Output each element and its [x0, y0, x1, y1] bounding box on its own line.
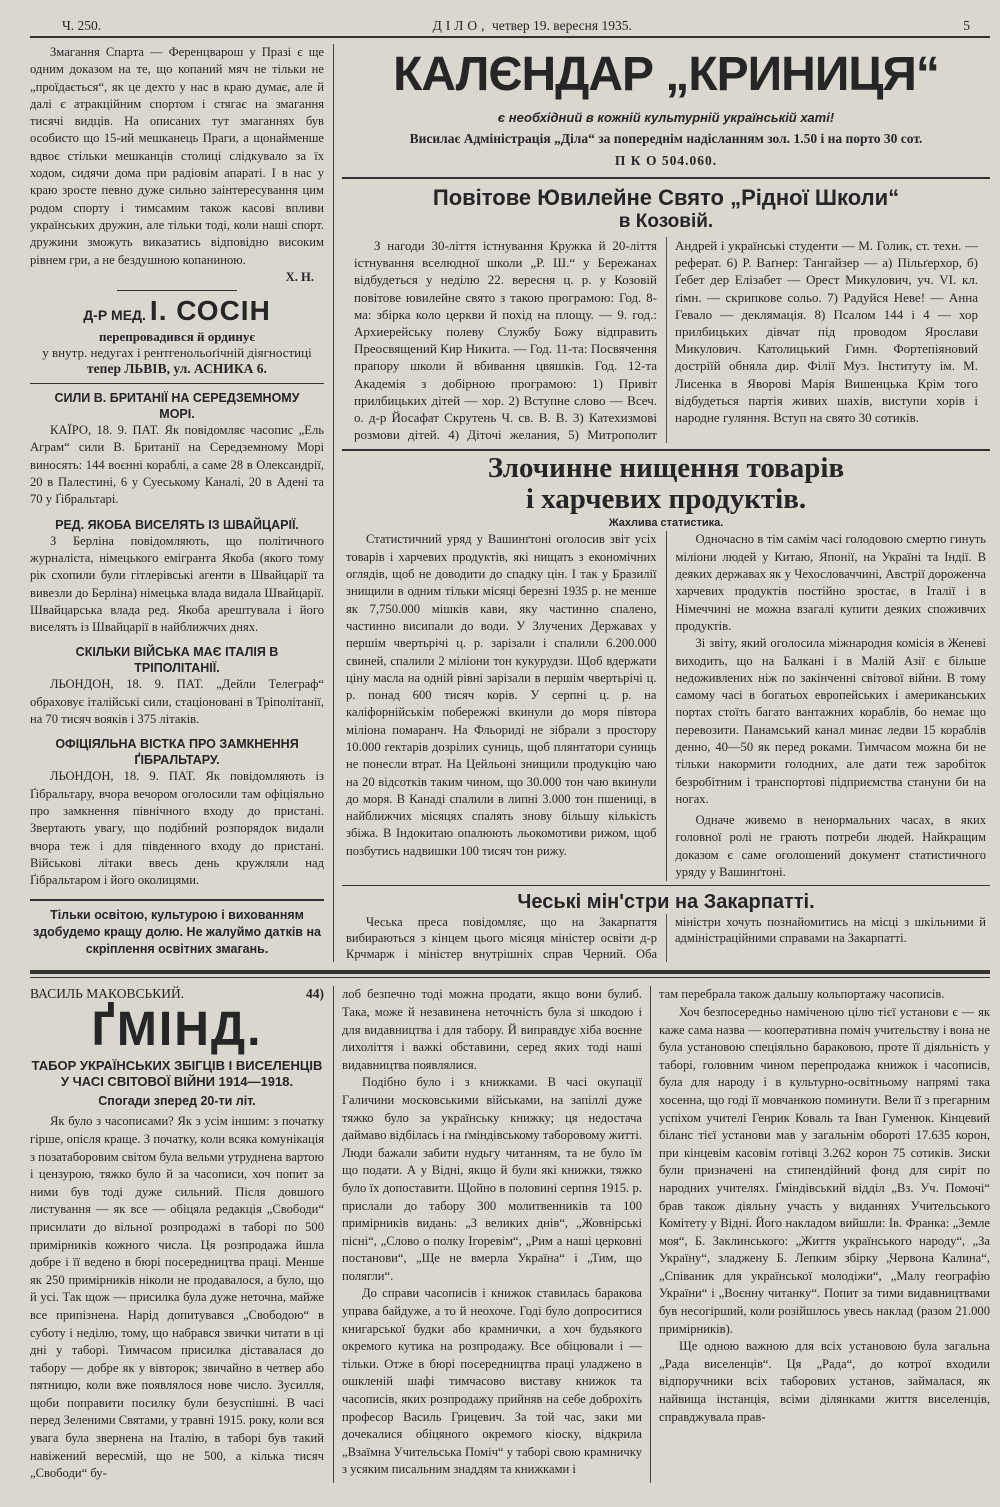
destruction-paragraph: Статистичний уряд у Вашинґтоні оголосив звіт усіх товарів і харчевих продуктів, які нищать з економічних оглядів, щоб не доводити до спадку цін. І так у Бразилії знищили в одним тільки місяці березні 1935 р. не менше як 7,750.000 мішків кави, яку частинно спалено, частинно висипали до води. У Злучених Державах у першім чвертьрічі ц. р. зарізали і спалили 6.200.000 свиней, спалили 2 міліони тон кукурудзи. Щоб вдержати ціну масла на одній рівні зарізали в першім чвертьрічі ц. р. понад 600 тисяч корів. У серпні ц. р. на каліфорнійськім побережжі вкинули до моря півтора міліона помаранч. На Фльориді не зібрали з простору 10.000 гектарів дозрілих суниць, щоб плянтатори суниць не понесли втрат. На Цейльоні знищили продукцію чаю на 20 відсотків таким чином, що 30.000 тон чаю вкинули до моря. В Канаді спалили в липні 3.000 тон пшениці, в найближчих місяцях спалять знову більшу кількість збіжа. В Індокитаю опалюють льокомотиви рижом, щоб позбутись надвишки 100 тисяч тон рижу. [346, 532, 657, 858]
right-column [334, 44, 990, 962]
divider [342, 449, 990, 451]
school-subtitle: в Козовій. [618, 211, 714, 232]
sport-signature: Х. Н. [285, 269, 314, 284]
serial-col1-wrap [30, 986, 334, 1482]
serial-paragraph: Хоч безпосередньо наміченою цілю тієї установи є — як каже сама назва — кооперативна поміч учительству і вона не була установою спеціяльно бараковою, проте її діяльність у таборі, головним чином перепродажа книжок і часописів, була для народу і в культурно-освітньому напрямі така хосенна, що годі її мовчанкою поминути. Вели її з прегарним успіхом учителі Генрик Коваль та Іван Гуменюк. Кінцевий біланс тієї установи мав у загальнім обороті 17.635 корон, при кінцевім касовім готівці 3.262 корон 75 сотиків. Зиски були призначені на стипендійний фонд для сиріт по народних учителях. Ґміндівський відділ „Вз. Уч. Помочі“ брав також діяльну участь у виданнях Учительського Комітету у Відні. Його накладом вийшли: Ів. Франка: „Земле моя“, Б. Заклинського: „Життя українського народу“, „За Україну“, зладжену Б. Лепким збірку „Червона Калина“, „Співаник для української молодіжи“, „Малу географію України“ і „Воєнну читанку“. Попит за тими видавництвами був несогірший, коли розійшлось увесь наклад (разом 21.000 примірників). [659, 1004, 990, 1336]
doctor-name-line [30, 295, 324, 327]
destruction-title-line1: Злочинне нищення товарів [487, 452, 845, 485]
destruction-columns [342, 531, 990, 881]
news-text: ЛЬОНДОН, 18. 9. ПАТ. Як повідомляють із Ґібральтару, вчора вечором оголосили там офіціяльно про замкнення північного входу до пристані. Звертають увагу, що подібний розпорядок видали вчора теж і для південного входу до пристані. Військові літаки ввесь день кружляли над Ґібральтаром і його околицями. [30, 769, 324, 888]
destruction-col2 [667, 531, 991, 881]
serial-col1 [30, 1113, 324, 1482]
serial-paragraph: До справи часописів і книжок ставилась баракова управа байдуже, а то й неохоче. Годі було допроситися книгарської будки або крамнички, а хоч будьякого окремого кутика на розпродажу. Все обіцювали і — тільки. Отже в бюрі посередництва праці уладжено в ошкленій шафі тимчасово виставу книжок та часописів, яких розпродажу прийняв на себе доброхіть професор Василь Грицевич. За той час, заки ми дочекалися обіцяного окремого кіоску, відкрила „Взаїмна Учительська Поміч“ у таборі свою крамничку з усяким писальним знаддям та книжками і [342, 1286, 642, 1477]
czech-title: Чеські мін'стри на Закарпатті. [517, 891, 815, 914]
serial-memo: Спогади зперед 20-ти літ. [98, 1094, 256, 1109]
news-briefs [30, 390, 324, 889]
serial-section [30, 986, 990, 1482]
header-rule [30, 36, 990, 38]
upper-section [30, 44, 990, 962]
news-text: КАЇРО, 18. 9. ПАТ. Як повідомляє часопис „Ель Аграм“ сили В. Британії на Середземному Морі виносять: 144 воєнні кораблі, а саме 28 в Олександрії, 20 в Палестині, 6 у Суеському Каналі, 20 в Адені та 70 у Ґібральтарі. [30, 423, 324, 507]
serial-col2 [334, 986, 651, 1482]
left-column [30, 44, 334, 962]
ad-line-1: перепровадився й ординує [99, 329, 255, 345]
news-item [30, 736, 324, 889]
page-number: 5 [963, 18, 970, 33]
destruction-col1 [342, 531, 667, 881]
serial-subtitle: ТАБОР УКРАЇНСЬКИХ ЗБІГЦІВ І ВИСЕЛЕНЦІВ У ЧАСІ СВІТОВОЇ ВІЙНИ 1914—1918. [31, 1058, 323, 1090]
calendar-title: КАЛЄНДАР „КРИНИЦЯ“ [393, 48, 939, 101]
divider [30, 899, 324, 901]
czech-text: Чеська преса повідомляє, що на Закарпаття вибираються з кінцем цього місяця міністер освіти д-р Крчмарж і міністер внутрішніх справ Черний. Оба міністри хочуть познайомитись на місці з шкільними й адміністраційними справами на Закарпатті. [346, 915, 986, 962]
news-text: ЛЬОНДОН, 18. 9. ПАТ. „Дейли Телеграф“ обраховує італійські сили, стаціоновані в Тріполітанії, на 70 тисяч вояків і 375 літаків. [30, 677, 324, 727]
news-item [30, 517, 324, 637]
divider [342, 177, 990, 179]
serial-title: ҐМІНД. [91, 1003, 263, 1057]
calendar-pko: П К О 504.060. [614, 153, 718, 168]
destruction-paragraph: Зі звіту, який оголосила міжнародня комісія в Женеві виходить, що на Балкані і в Малій Азії є більше недоживлених ніж по закінченні світової війни. В тому самому часі в богатьох европейських і американських портах стоїть багато вантажних кораблів, бо немає що перевозити. Панамський канал минає ледви 15 кораблів денно, 40—50 як перед роками. Тимчасом можна би не тільки накормити голодних, але дати теж заробіток безробітним і транспортові підприємства стануни би на ногах. [675, 636, 986, 806]
school-article [354, 237, 978, 443]
sport-text: Змагання Спарта — Ференцварош у Празі є ще одним доказом на те, що копаний мяч не тільки не „проїдається“, як це дехто у нас в краю думає, але й далі є атракційним спортом і стягає на змагання тисячі видців. На описаних тут змаганнях був особисто що 15-ий мешканець Праги, а щонайменше вдвоє стільки мешканців столиці слідкувало за їх ходом, сидячи дома при радіовім апараті. І в нас у краю зросте певно дуже сильно заінтересування цим родом спорту і тимсамим також касові впливи українських дружин, але тільки тоді, коли наші спорт. дружини зможуть виказатись відповідно високим рівнем гри, а не бездушною копаниною. [30, 45, 324, 267]
calendar-order-info: Висилає Адміністрація „Діла“ за попереднім надісланням зол. 1.50 і на порто 30 сот. [409, 131, 923, 146]
doctor-name: І. СОСІН [149, 295, 271, 327]
issue-number: Ч. 250. [62, 18, 102, 33]
page-header [30, 0, 990, 36]
news-title: СКІЛЬКИ ВІЙСЬКА МАЄ ІТАЛІЯ В ТРІПОЛІТАНІЇ. [75, 645, 279, 676]
calendar-subtitle: є необхідний в кожній культурній українській хаті! [497, 110, 835, 125]
destruction-subtitle: Жахлива статистика. [608, 517, 724, 530]
divider [342, 885, 990, 886]
news-item [30, 390, 324, 508]
serial-installment: 44) [306, 986, 324, 1002]
school-text: З нагоди 30-ліття істнування Кружка й 20-ліття істнування вселюдної школи „Р. Ш.“ у Бережанах відбудеться у неділю 22. вересня ц. р. у Козовій повітове ювилейне свято з такою програмою: Год. 8-ма: збірка коло церкви й похід на площу. — 9. год.: Архиерейську полеву Службу Божу відправить Преосвящений Кир Никита. — Год. 11-та: Посвячення прапору школи й вбивання цвяшків. Год. 12-та Академія з добірною програмою: 1) Привіт прилбицьких дітей — хор. 2) Вступне слово — Всеч. о. д-р Йосафат Скрутень Ч. св. В. В. 3) Катехизмові розмови дітей. 4) Діточі желания, 5) Митрополит Андрей і українські студенти — М. Голик, ст. техн. — реферат. 6) Р. Ваґнер: Тангайзер — а) Пільґерхор, б) Ґебет дер Елізабет — Орест Микулович, уч. VI. кл. ґімн. — скрипкове сольо. 7) Радуйся Неве! — Анна Гевало — деклямація. 8) Псалом 144 і 4 — хор прилбицьких дівчат під проводом Ярослави Микулович. Католицький Гимн. Фортепіяновий достріїй обняла дир. Філії Муз. Інституту ім. М. Лисенка в Яворові Марія Вишенцька Крім того відбудеться партія живих шахів, виступи хорів і народне гуляння. Вступ на свято 30 сотиків. [354, 238, 978, 443]
ad-line-3: тепер ЛЬВІВ, ул. АСНИКА 6. [87, 361, 267, 377]
serial-paragraph: там перебрала також дальшу кольпортажу часописів. [659, 987, 945, 1002]
doctor-prefix: Д-Р МЕД. [83, 307, 146, 324]
divider [117, 290, 237, 291]
education-slogan: Тільки освітою, культурою і вихованням здобудемо кращу долю. Не жалуймо датків на скріплення освітних змагань. [33, 908, 321, 957]
serial-byline [30, 986, 324, 1002]
serial-paragraph: Як було з часописами? Як з усім іншим: з початку гірше, опісля краще. З початку, коли всяка комунікація з позатаборовим світом була вельми утруднена вартою і цензурою, тяжко було й за часописи, хоч попит за ними був тоді дуже сильний. Після довшого листування — як все — обіцяла редакція „Свободи“ присилати до вільної розпродажі в таборі по 500 примірників кожного числа. Ця розпродажа йшла добре і її ведено в бюрі посередництва праці. Менше як 250 примірників ніколи не продавалося, а було, що й усі. Так щож — присилка була дуже неточна, майже все припізнена. Нарід допитувався „Свободою“ в суботу і неділю, тому, що набрався звички читати в ці дні у таборі. Тимчасом присилка діставалася до табору — добре як у вівторок; звичайно в четвер або пятницю, коли вже появлялося нове число. Зусилля, щоби поправити посилку були безуспішні. В часі перед Зеленими Святами, у травні 1915. року, коли вся увага була звернена на Італію, в таборі був такий навіжений вересмій, що не 500, а кілька тисяч „Свободи“ бу- [30, 1114, 324, 1481]
news-item [30, 644, 324, 728]
serial-col3 [651, 986, 990, 1482]
school-title: Повітове Ювилейне Свято „Рідної Школи“ [432, 185, 900, 210]
destruction-title [342, 453, 990, 515]
destruction-paragraph: Одначе живемо в ненормальних часах, в яких головної ролі не грають потреби людей. Найкращим доказом є саме оголошений документ статистичного уряду у Вашинґтоні. [675, 813, 986, 880]
news-title: РЕД. ЯКОБА ВИСЕЛЯТЬ ІЗ ШВАЙЦАРІЇ. [55, 517, 299, 532]
destruction-title-line2: і харчевих продуктів. [525, 483, 807, 516]
newspaper-page [30, 0, 990, 1483]
sport-commentary [30, 44, 324, 286]
section-rule [30, 977, 990, 978]
issue-date: четвер 19. вересня 1935. [491, 18, 632, 33]
doctor-ad [30, 295, 324, 377]
divider [30, 383, 324, 384]
news-title: ОФІЦІЯЛЬНА ВІСТКА ПРО ЗАМКНЕННЯ ҐІБРАЛЬТАРУ. [55, 737, 299, 768]
serial-paragraph: лоб безпечно тоді можна продати, якщо вони булиб. Така, може й незавинена неточність була зі шкодою і для видавництва і для табору. Й виправдує хіба воєнне лихоліття і важкі обставини, серед яких тоді наші видавництва появлялися. [342, 987, 642, 1072]
ad-line-2: у внутр. недугах і рентгенольоґічній діягностиці [42, 345, 312, 361]
news-title: СИЛИ В. БРИТАНІЇ НА СЕРЕДЗЕМНОМУ МОРІ. [54, 391, 300, 422]
serial-paragraph: Ще одною важною для всіх установою була загальна „Рада виселенців“. Ця „Рада“, до котрої входили відпоручники всіх таборових установ, займалася, як найвища інстанція, всіми ділянками життя виселенців, справджувала прав- [659, 1339, 990, 1424]
serial-paragraph: Подібно було і з книжками. В часі окупації Галичини московськими військами, на запіллі дуже тяжко було за українську книжку; ця недостача даймаво відбілась і на ґміндівському таборовому житті. Люди бажали забити нудьгу читанням, та не було їм що подати. А у Відні, якщо й були які книжки, тяжко було їх допоставити. Щойно в половині серпня 1915. р. прислали до табору 300 молитвенників та 100 примірників видань: „З великих днів“, „Жовнірські пісні“, „Слово о полку Ігоревім“, „Рим а наші церковні постанови“, „Ще не вмерла Україна“ і „Тим, що полягли“. [342, 1075, 642, 1283]
destruction-paragraph: Одночасно в тім самім часі голодовою смертю гинуть міліони людей у Китаю, Японії, на Україні та Індії. В деяких державах як у Чехословаччині, Австрії дороженча харчевих продуктів постійно зростає, в Італії і в Німеччині не можна взагалі купити деяких споживчих продуктів. [675, 532, 986, 633]
paper-name: ДІЛО, [432, 18, 489, 33]
czech-article [346, 914, 986, 962]
news-text: З Берліна повідомляють, що політичного журналіста, німецького емігранта Якоба (якого тому рік схопили були гітлерівські агенти в Швайцарії та вивезли до Берліна) німецька влада видала Швайцарії. Швайцарська влада ред. Якоба арештувала і його виселять із Швайцарії в найближчих днях. [30, 533, 324, 635]
section-rule [30, 970, 990, 974]
serial-author: ВАСИЛЬ МАКОВСЬКИЙ. [30, 986, 185, 1002]
masthead [433, 18, 632, 34]
